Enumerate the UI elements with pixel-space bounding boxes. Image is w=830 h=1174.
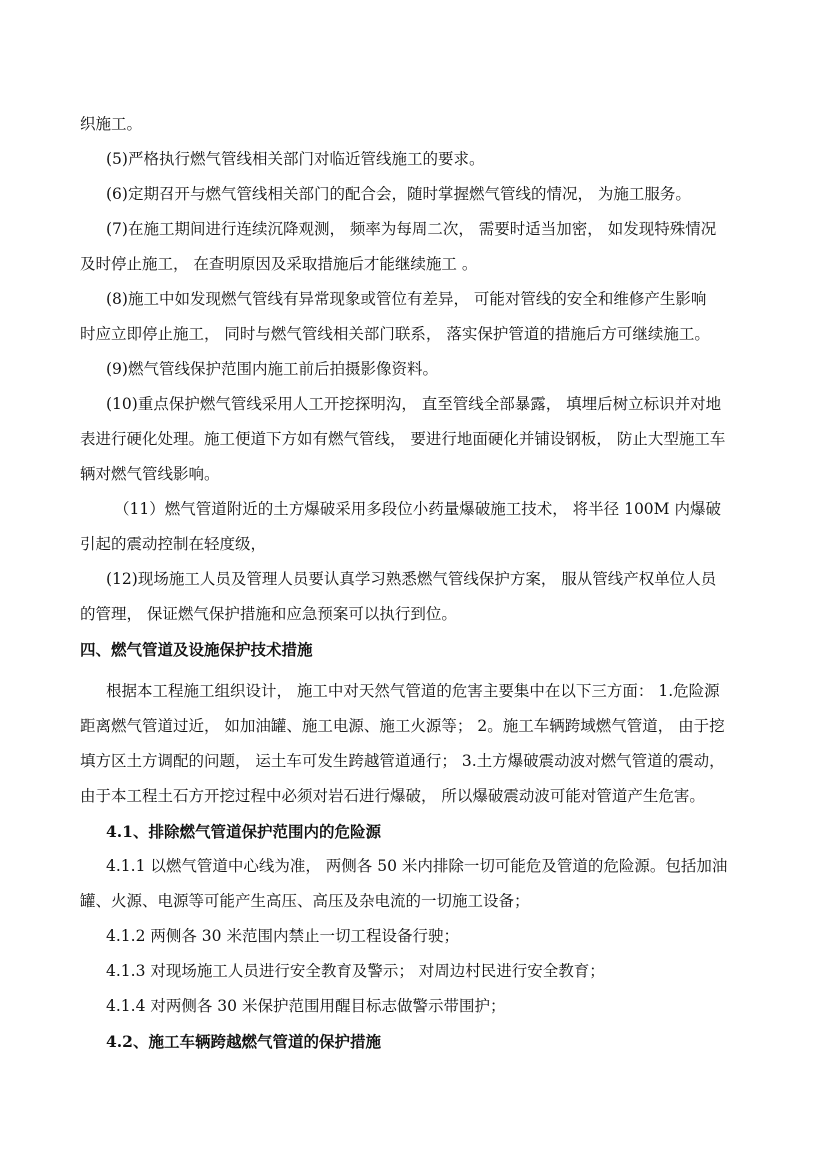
subsection-heading: 4.2、施工车辆跨越燃气管道的保护措施 (106, 1032, 381, 1051)
subsection-heading: 4.1、排除燃气管道保护范围内的危险源 (106, 822, 381, 841)
list-item-4-1-1: 4.1.1 以燃气管道中心线为准， 两侧各 50 米内排除一切可能危及管道的危险源。包括加油 (106, 857, 728, 875)
paragraph-line: 引起的震动控制在轻度级， (80, 535, 267, 553)
list-item-4-1-2: 4.1.2 两侧各 30 米范围内禁止一切工程设备行驶； (106, 927, 459, 945)
list-item-4-1-3: 4.1.3 对现场施工人员进行安全教育及警示； 对周边村民进行安全教育； (106, 962, 605, 980)
paragraph-line: 织施工。 (80, 115, 143, 133)
paragraph-line: 表进行硬化处理。施工便道下方如有燃气管线， 要进行地面硬化并铺设钢板， 防止大型施工车 (80, 430, 726, 448)
list-item-5: (5)严格执行燃气管线相关部门对临近管线施工的要求。 (106, 150, 485, 168)
list-item-7: (7)在施工期间进行连续沉降观测， 频率为每周二次， 需要时适当加密， 如发现特殊情况 (106, 220, 717, 238)
paragraph-line: 由于本工程土石方开挖过程中必须对岩石进行爆破， 所以爆破震动波可能对管道产生危害。 (80, 787, 705, 805)
list-item-12: (12)现场施工人员及管理人员要认真学习熟悉燃气管线保护方案， 服从管线产权单位人员 (106, 570, 717, 588)
list-item-10: (10)重点保护燃气管线采用人工开挖探明沟， 直至管线全部暴露， 填埋后树立标识并对地 (106, 395, 722, 413)
list-item-9: (9)燃气管线保护范围内施工前后拍摄影像资料。 (106, 360, 438, 378)
list-item-8: (8)施工中如发现燃气管线有异常现象或管位有差异， 可能对管线的安全和维修产生影响 (106, 290, 707, 308)
body-paragraph: 根据本工程施工组织设计， 施工中对天然气管道的危害主要集中在以下三方面： 1.危险源 (106, 682, 720, 700)
paragraph-line: 罐、火源、电源等可能产生高压、高压及杂电流的一切施工设备； (80, 892, 530, 910)
section-heading: 四、燃气管道及设施保护技术措施 (80, 640, 313, 659)
paragraph-line: 时应立即停止施工， 同时与燃气管线相关部门联系， 落实保护管道的措施后方可继续施工。 (80, 325, 710, 343)
paragraph-line: 辆对燃气管线影响。 (80, 465, 220, 483)
paragraph-line: 的管理， 保证燃气保护措施和应急预案可以执行到位。 (80, 605, 457, 623)
list-item-11: （11）燃气管道附近的土方爆破采用多段位小药量爆破施工技术， 将半径 100M 内爆破 (114, 500, 721, 518)
paragraph-line: 填方区土方调配的问题， 运土车可发生跨越管道通行； 3.土方爆破震动波对燃气管道的震动， (80, 752, 725, 770)
paragraph-line: 及时停止施工， 在查明原因及采取措施后才能继续施工 。 (80, 255, 478, 273)
paragraph-line: 距离燃气管道过近， 如加油罐、施工电源、施工火源等； 2。施工车辆跨域燃气管道， 由于挖 (80, 717, 725, 735)
list-item-6: (6)定期召开与燃气管线相关部门的配合会，随时掌握燃气管线的情况， 为施工服务。 (106, 185, 691, 203)
list-item-4-1-4: 4.1.4 对两侧各 30 米保护范围用醒目标志做警示带围护； (106, 997, 506, 1015)
